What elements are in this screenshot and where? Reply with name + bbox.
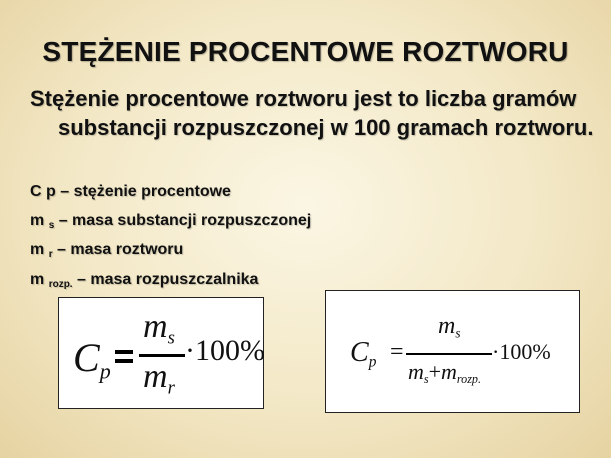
definition-mrozp [30,271,258,290]
definition-cp: C p – stężenie procentowe [30,183,231,200]
subscript: s [48,220,55,231]
fraction-line [139,354,185,357]
fraction-line [406,353,492,355]
definition-text: Stężenie procentowe roztworu jest to liczba gramów substancji rozpuszczonej w 100 gramach roztworu. [30,86,594,140]
formula-numerator: $m_s$ [438,313,461,341]
symbol: m [30,241,45,258]
equals-bottom [115,359,133,363]
formula-denominator: $m_s+m_{rozp.}$ [408,359,482,387]
definition-mr [30,241,183,260]
formula-tail: ·100% [185,334,265,367]
definition-label: – masa rozpuszczalnika [77,271,259,288]
formula-lhs: $C_p$ [350,337,377,371]
equals-top [115,350,133,354]
formula-tail: ·100% [492,339,551,364]
symbol: m [30,212,45,229]
formula-equals: = [390,339,404,365]
definition-label: – masa roztworu [57,241,184,258]
formula-lhs: $C_p$ [73,335,111,384]
formula-numerator: $m_s$ [143,308,175,349]
formula-box-extended [325,290,580,413]
formula-box-basic [58,297,264,409]
definition-label: – masa substancji rozpuszczonej [58,212,312,229]
symbol: m [30,271,45,288]
formula-denominator: $m_r$ [143,358,175,399]
subscript: rozp. [48,279,73,290]
subscript: r [48,249,53,260]
page-title: STĘŻENIE PROCENTOWE ROZTWORU [42,36,569,67]
definition-ms [30,212,311,231]
